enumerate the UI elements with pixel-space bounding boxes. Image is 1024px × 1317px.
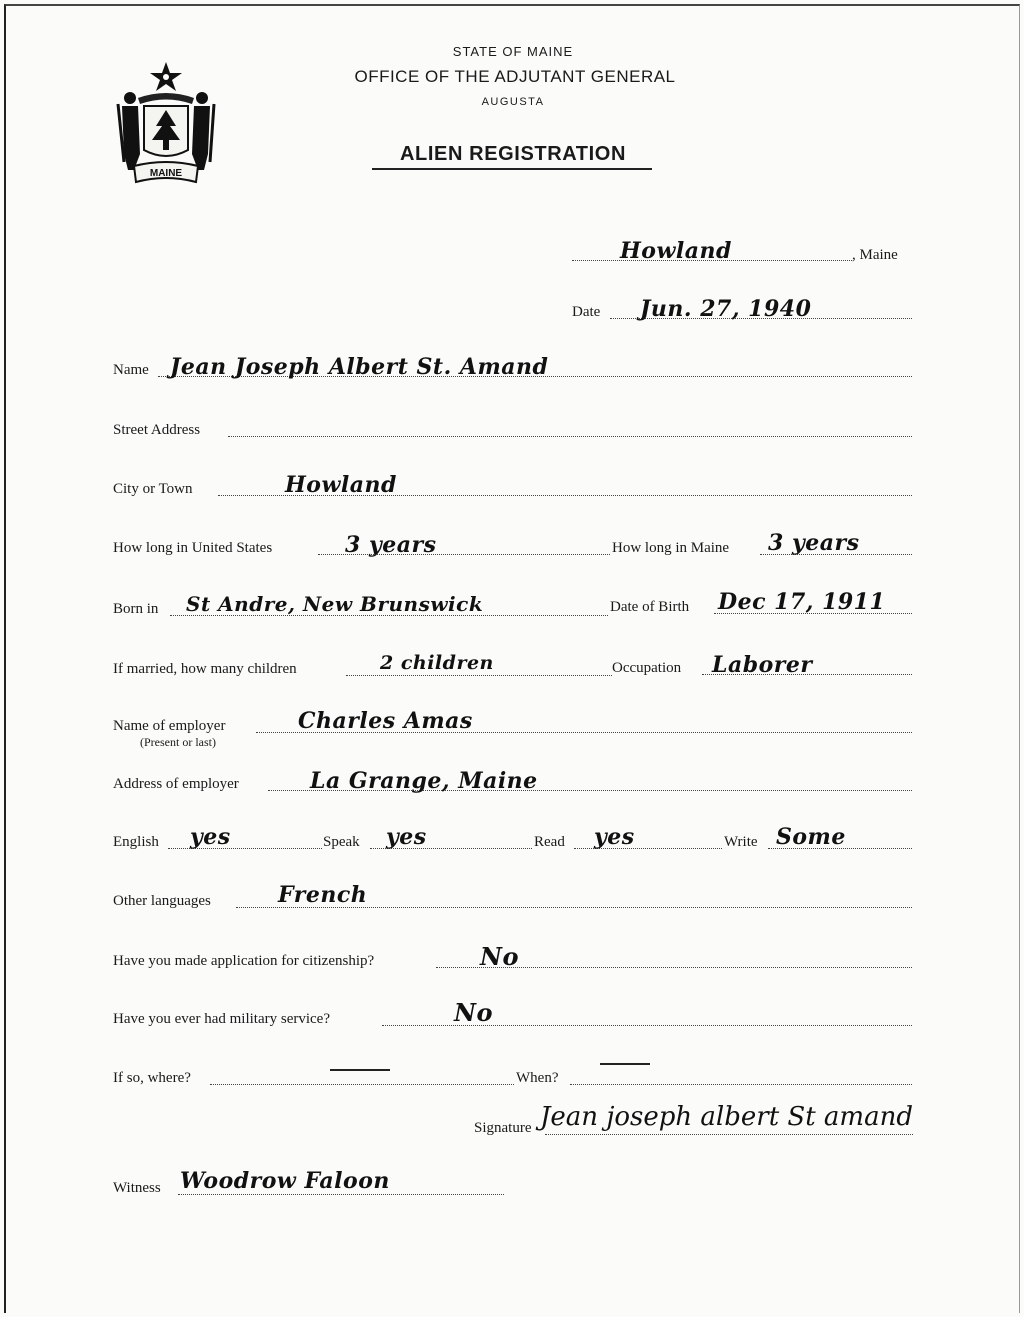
when-dash	[600, 1063, 650, 1065]
read-value: yes	[594, 824, 635, 850]
witness-label: Witness	[113, 1180, 161, 1196]
born-in-value: St Andre, New Brunswick	[186, 592, 484, 616]
occupation-label: Occupation	[612, 660, 682, 676]
signature-value: Jean joseph albert St amand	[540, 1102, 913, 1132]
children-label: If married, how many children	[113, 661, 297, 677]
header-state: STATE OF MAINE	[452, 44, 574, 59]
where-label: If so, where?	[113, 1070, 191, 1086]
english-value: yes	[190, 824, 231, 850]
how-long-us-label: How long in United States	[113, 540, 273, 556]
svg-text:MAINE: MAINE	[149, 168, 183, 179]
state-of-maine-seal-icon	[110, 58, 222, 188]
signature-line	[545, 1134, 913, 1135]
witness-value: Woodrow Faloon	[180, 1168, 390, 1194]
signature-label: Signature	[474, 1120, 532, 1136]
how-long-us-value: 3 years	[345, 532, 437, 558]
military-label: Have you ever had military service?	[113, 1011, 330, 1027]
name-label: Name	[113, 362, 149, 378]
maine-label: , Maine	[852, 247, 898, 263]
employer-note: (Present or last)	[140, 735, 216, 749]
how-long-maine-label: How long in Maine	[612, 540, 730, 556]
citizenship-label: Have you made application for citizenship?	[113, 953, 375, 969]
other-languages-label: Other languages	[113, 893, 211, 909]
citizenship-value: No	[480, 942, 519, 971]
employer-value: Charles Amas	[298, 708, 473, 734]
witness-line	[178, 1194, 504, 1195]
english-label: English	[113, 834, 159, 850]
name-value: Jean Joseph Albert St. Amand	[170, 354, 549, 380]
title-underline	[372, 168, 652, 170]
dob-label: Date of Birth	[610, 599, 690, 615]
born-in-label: Born in	[113, 601, 159, 617]
speak-value: yes	[386, 824, 427, 850]
header-city: AUGUSTA	[481, 96, 545, 108]
date-label: Date	[572, 304, 601, 320]
employer-label: Name of employer	[113, 718, 226, 734]
header-office: OFFICE OF THE ADJUTANT GENERAL	[354, 67, 676, 86]
children-line	[346, 675, 612, 676]
street-line	[228, 436, 912, 437]
date-value: Jun. 27, 1940	[640, 296, 812, 322]
write-value: Some	[776, 824, 846, 850]
city-label: City or Town	[113, 481, 193, 497]
street-label: Street Address	[113, 422, 201, 438]
children-value: 2 children	[380, 652, 494, 674]
dob-value: Dec 17, 1911	[718, 589, 886, 615]
speak-label: Speak	[323, 834, 360, 850]
military-value: No	[454, 998, 493, 1027]
how-long-maine-value: 3 years	[768, 530, 860, 556]
employer-address-label: Address of employer	[113, 776, 239, 792]
employer-address-value: La Grange, Maine	[310, 768, 538, 794]
town-value: Howland	[620, 238, 732, 264]
write-label: Write	[724, 834, 758, 850]
where-dash	[330, 1069, 390, 1071]
read-label: Read	[534, 834, 565, 850]
where-line	[210, 1084, 514, 1085]
when-label: When?	[516, 1070, 559, 1086]
occupation-value: Laborer	[712, 652, 813, 678]
when-line	[570, 1084, 912, 1085]
other-languages-value: French	[278, 882, 368, 908]
form-title: ALIEN REGISTRATION	[400, 143, 626, 165]
city-value: Howland	[285, 472, 397, 498]
